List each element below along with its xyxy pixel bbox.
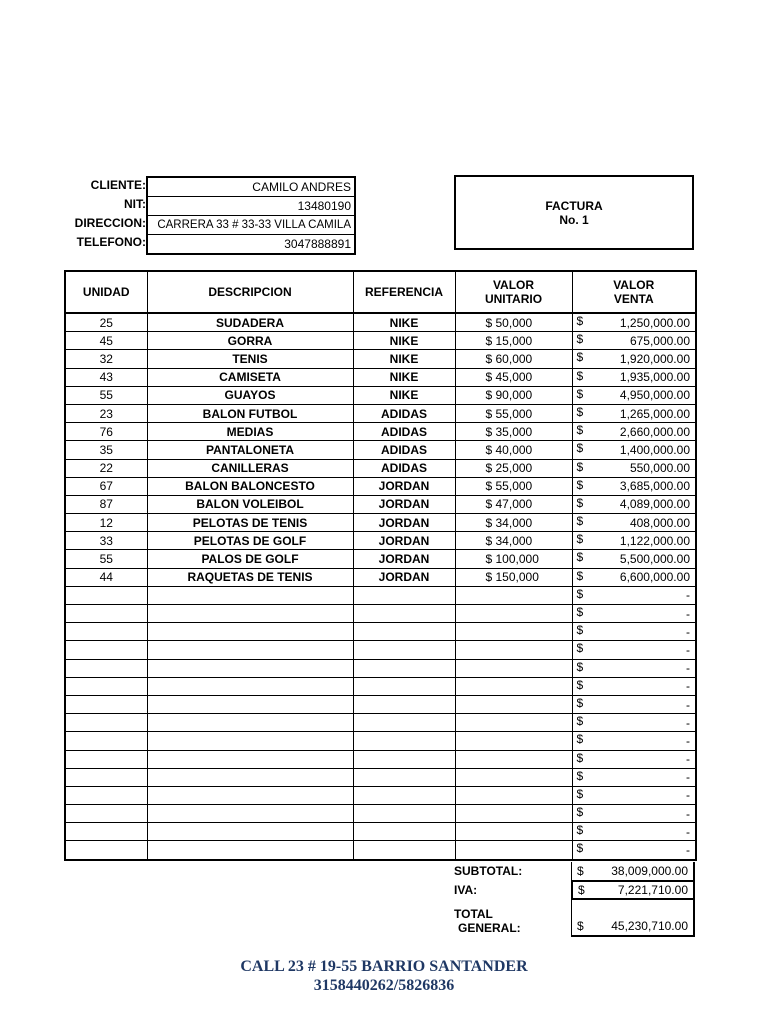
currency-sign: $ [576, 477, 584, 492]
invoice-box [454, 175, 694, 250]
valor-unitario-header [455, 271, 572, 313]
descripcion-cell[interactable]: PANTALONETA [147, 441, 353, 459]
valor-venta-cell[interactable] [572, 459, 696, 477]
valor-venta-cell[interactable] [572, 750, 696, 768]
currency-sign: $ [576, 332, 584, 347]
referencia-cell[interactable] [353, 641, 455, 659]
valor-venta-cell[interactable] [572, 841, 696, 860]
descripcion-header: DESCRIPCION [147, 271, 353, 313]
valor-unitario-cell[interactable]: $ 45,000 [455, 368, 572, 386]
valor-unitario-cell[interactable] [455, 841, 572, 860]
unidad-cell[interactable] [65, 714, 147, 732]
referencia-cell[interactable]: ADIDAS [353, 441, 455, 459]
unidad-header: UNIDAD [65, 271, 147, 313]
client-values [146, 176, 356, 255]
total-value: 45,230,710.00 [611, 919, 688, 933]
referencia-cell[interactable] [353, 805, 455, 823]
table-row [65, 368, 696, 386]
descripcion-cell[interactable]: GUAYOS [147, 386, 353, 404]
valor-unitario-cell[interactable]: $ 35,000 [455, 423, 572, 441]
currency-sign: $ [576, 459, 584, 474]
valor-venta-value: 408,000.00 [629, 515, 690, 530]
valor-unitario-cell[interactable]: $ 90,000 [455, 386, 572, 404]
subtotal-value-cell [571, 862, 695, 880]
cliente-label: CLIENTE: [90, 178, 146, 192]
unidad-cell[interactable]: 23 [65, 404, 147, 422]
currency-sign: $ [576, 823, 584, 838]
subtotal-label: SUBTOTAL: [454, 864, 523, 878]
referencia-cell[interactable]: NIKE [353, 313, 455, 332]
valor-venta-value: - [686, 642, 690, 657]
valor-venta-cell[interactable] [572, 550, 696, 568]
valor-venta-value: 5,500,000.00 [619, 552, 690, 567]
unidad-cell[interactable]: 76 [65, 423, 147, 441]
table-row [65, 768, 696, 786]
table-row [65, 605, 696, 623]
unidad-cell[interactable]: 32 [65, 350, 147, 368]
valor-venta-value: - [686, 661, 690, 676]
table-row [65, 477, 696, 495]
descripcion-cell[interactable] [147, 805, 353, 823]
currency-sign: $ [576, 786, 584, 801]
referencia-cell[interactable]: JORDAN [353, 477, 455, 495]
valor-venta-header-line2: VENTA [613, 292, 654, 306]
currency-sign: $ [576, 641, 584, 656]
descripcion-cell[interactable] [147, 841, 353, 860]
valor-unitario-cell[interactable]: $ 15,000 [455, 332, 572, 350]
valor-venta-value: 550,000.00 [629, 461, 690, 476]
valor-venta-value: - [686, 679, 690, 694]
table-row [65, 404, 696, 422]
descripcion-cell[interactable]: BALON VOLEIBOL [147, 495, 353, 513]
descripcion-cell[interactable] [147, 714, 353, 732]
descripcion-cell[interactable]: BALON BALONCESTO [147, 477, 353, 495]
valor-venta-cell[interactable] [572, 386, 696, 404]
valor-venta-cell[interactable] [572, 786, 696, 804]
table-row [65, 532, 696, 550]
unidad-cell[interactable] [65, 768, 147, 786]
invoice-title: FACTURA [545, 199, 603, 213]
unidad-cell[interactable]: 22 [65, 459, 147, 477]
referencia-cell[interactable]: JORDAN [353, 532, 455, 550]
currency-sign: $ [576, 659, 584, 674]
valor-unitario-cell[interactable]: $ 34,000 [455, 532, 572, 550]
table-row [65, 350, 696, 368]
currency-sign: $ [576, 841, 584, 856]
valor-venta-cell[interactable] [572, 404, 696, 422]
valor-venta-value: 2,660,000.00 [619, 424, 690, 439]
unidad-cell[interactable] [65, 823, 147, 841]
valor-venta-cell[interactable] [572, 350, 696, 368]
referencia-cell[interactable] [353, 750, 455, 768]
referencia-cell[interactable]: JORDAN [353, 514, 455, 532]
currency-sign: $ [576, 404, 584, 419]
valor-venta-cell[interactable] [572, 332, 696, 350]
descripcion-cell[interactable]: GORRA [147, 332, 353, 350]
telefono-value[interactable]: 3047888891 [284, 237, 351, 251]
referencia-cell[interactable] [353, 677, 455, 695]
valor-venta-cell[interactable] [572, 605, 696, 623]
valor-venta-cell[interactable] [572, 659, 696, 677]
valor-venta-value: - [686, 733, 690, 748]
valor-venta-cell[interactable] [572, 441, 696, 459]
valor-venta-value: 6,600,000.00 [619, 570, 690, 585]
valor-unitario-cell[interactable] [455, 677, 572, 695]
valor-unitario-cell[interactable]: $ 100,000 [455, 550, 572, 568]
table-row [65, 332, 696, 350]
referencia-header: REFERENCIA [353, 271, 455, 313]
invoice-number: No. 1 [559, 213, 589, 227]
referencia-cell[interactable] [353, 586, 455, 604]
valor-venta-cell[interactable] [572, 477, 696, 495]
valor-unitario-cell[interactable]: $ 55,000 [455, 404, 572, 422]
valor-unitario-cell[interactable] [455, 605, 572, 623]
valor-venta-cell[interactable] [572, 514, 696, 532]
total-label-line1: TOTAL [454, 907, 493, 921]
descripcion-cell[interactable] [147, 695, 353, 713]
descripcion-cell[interactable] [147, 786, 353, 804]
valor-unitario-cell[interactable]: $ 47,000 [455, 495, 572, 513]
valor-unitario-cell[interactable] [455, 714, 572, 732]
footer-phones: 3158440262/5826836 [313, 977, 455, 994]
referencia-cell[interactable] [353, 768, 455, 786]
currency-sign: $ [576, 495, 584, 510]
table-row [65, 441, 696, 459]
referencia-cell[interactable] [353, 695, 455, 713]
descripcion-cell[interactable] [147, 659, 353, 677]
valor-venta-header [572, 271, 696, 313]
unidad-cell[interactable]: 43 [65, 368, 147, 386]
items-table [64, 270, 697, 861]
valor-venta-cell[interactable] [572, 732, 696, 750]
unidad-cell[interactable] [65, 677, 147, 695]
valor-venta-value: - [686, 624, 690, 639]
table-row [65, 823, 696, 841]
valor-venta-header-line1: VALOR [613, 278, 655, 292]
unidad-cell[interactable]: 25 [65, 313, 147, 332]
valor-venta-value: - [686, 697, 690, 712]
currency-sign: $ [576, 314, 584, 328]
currency-sign: $ [576, 732, 584, 747]
valor-unitario-cell[interactable] [455, 750, 572, 768]
descripcion-cell[interactable]: SUDADERA [147, 313, 353, 332]
table-row [65, 786, 696, 804]
referencia-cell[interactable] [353, 732, 455, 750]
descripcion-cell[interactable] [147, 641, 353, 659]
currency-sign: $ [576, 568, 584, 583]
direccion-label: DIRECCION: [74, 216, 146, 230]
valor-venta-value: - [686, 715, 690, 730]
iva-value-cell [571, 880, 695, 900]
currency-sign: $ [576, 423, 584, 438]
descripcion-cell[interactable]: PELOTAS DE TENIS [147, 514, 353, 532]
valor-unitario-cell[interactable] [455, 805, 572, 823]
valor-unitario-cell[interactable] [455, 695, 572, 713]
table-row [65, 568, 696, 586]
referencia-cell[interactable]: ADIDAS [353, 404, 455, 422]
descripcion-cell[interactable]: BALON FUTBOL [147, 404, 353, 422]
referencia-cell[interactable]: ADIDAS [353, 459, 455, 477]
table-row [65, 495, 696, 513]
table-row [65, 841, 696, 860]
descripcion-cell[interactable]: PELOTAS DE GOLF [147, 532, 353, 550]
referencia-cell[interactable] [353, 714, 455, 732]
currency-sign: $ [576, 586, 584, 601]
table-row [65, 386, 696, 404]
valor-venta-cell[interactable] [572, 677, 696, 695]
valor-unitario-cell[interactable] [455, 768, 572, 786]
unidad-cell[interactable] [65, 750, 147, 768]
valor-venta-value: 1,265,000.00 [619, 406, 690, 421]
currency-sign: $ [576, 386, 584, 401]
valor-venta-cell[interactable] [572, 568, 696, 586]
unidad-cell[interactable] [65, 659, 147, 677]
referencia-cell[interactable]: NIKE [353, 350, 455, 368]
table-row [65, 677, 696, 695]
table-row [65, 732, 696, 750]
table-row [65, 514, 696, 532]
valor-venta-cell[interactable] [572, 823, 696, 841]
telefono-label: TELEFONO: [76, 235, 146, 249]
unidad-cell[interactable]: 45 [65, 332, 147, 350]
valor-venta-value: 1,250,000.00 [619, 315, 690, 330]
descripcion-cell[interactable]: MEDIAS [147, 423, 353, 441]
cliente-value[interactable]: CAMILO ANDRES [148, 178, 354, 197]
subtotal-value: 38,009,000.00 [611, 864, 688, 878]
unidad-cell[interactable] [65, 732, 147, 750]
referencia-cell[interactable]: NIKE [353, 332, 455, 350]
currency-sign: $ [576, 605, 584, 619]
descripcion-cell[interactable] [147, 605, 353, 623]
unidad-cell[interactable] [65, 786, 147, 804]
unidad-cell[interactable] [65, 586, 147, 604]
descripcion-cell[interactable] [147, 823, 353, 841]
direccion-value[interactable]: CARRERA 33 # 33-33 VILLA CAMILA [148, 216, 354, 235]
valor-unitario-header-line2: UNITARIO [484, 292, 543, 306]
total-label-line2: GENERAL: [458, 921, 521, 935]
currency-sign: $ [576, 677, 584, 692]
descripcion-cell[interactable] [147, 623, 353, 641]
valor-unitario-cell[interactable] [455, 823, 572, 841]
nit-label: NIT: [124, 197, 146, 211]
unidad-cell[interactable]: 55 [65, 386, 147, 404]
valor-unitario-cell[interactable] [455, 586, 572, 604]
valor-venta-value: - [686, 752, 690, 767]
valor-unitario-cell[interactable]: $ 60,000 [455, 350, 572, 368]
unidad-cell[interactable]: 87 [65, 495, 147, 513]
referencia-cell[interactable]: JORDAN [353, 568, 455, 586]
valor-venta-cell[interactable] [572, 313, 696, 332]
table-row [65, 550, 696, 568]
valor-venta-cell[interactable] [572, 423, 696, 441]
unidad-cell[interactable] [65, 695, 147, 713]
valor-unitario-cell[interactable] [455, 641, 572, 659]
table-row [65, 805, 696, 823]
referencia-cell[interactable] [353, 659, 455, 677]
valor-venta-cell[interactable] [572, 586, 696, 604]
valor-unitario-cell[interactable]: $ 34,000 [455, 514, 572, 532]
referencia-cell[interactable] [353, 823, 455, 841]
currency-sign: $ [576, 441, 584, 456]
table-row [65, 714, 696, 732]
table-header-row [65, 271, 696, 313]
table-row [65, 459, 696, 477]
valor-unitario-cell[interactable] [455, 659, 572, 677]
valor-unitario-cell[interactable]: $ 40,000 [455, 441, 572, 459]
unidad-cell[interactable]: 33 [65, 532, 147, 550]
valor-venta-value: 3,685,000.00 [619, 479, 690, 494]
currency-sign: $ [576, 768, 584, 783]
iva-label: IVA: [454, 883, 478, 897]
valor-venta-cell[interactable] [572, 695, 696, 713]
nit-value[interactable]: 13480190 [148, 197, 354, 216]
valor-venta-value: - [686, 770, 690, 785]
currency-sign: $ [576, 368, 584, 383]
referencia-cell[interactable] [353, 786, 455, 804]
referencia-cell[interactable] [353, 623, 455, 641]
descripcion-cell[interactable]: CANILLERAS [147, 459, 353, 477]
valor-venta-value: 1,122,000.00 [619, 533, 690, 548]
valor-venta-value: 4,950,000.00 [619, 388, 690, 403]
descripcion-cell[interactable]: RAQUETAS DE TENIS [147, 568, 353, 586]
currency-sign: $ [576, 714, 584, 729]
valor-unitario-cell[interactable]: $ 55,000 [455, 477, 572, 495]
descripcion-cell[interactable] [147, 750, 353, 768]
valor-venta-cell[interactable] [572, 532, 696, 550]
currency-sign: $ [576, 623, 584, 638]
valor-venta-cell[interactable] [572, 641, 696, 659]
valor-venta-cell[interactable] [572, 714, 696, 732]
valor-unitario-cell[interactable]: $ 50,000 [455, 313, 572, 332]
valor-unitario-cell[interactable] [455, 623, 572, 641]
descripcion-cell[interactable] [147, 677, 353, 695]
table-row [65, 623, 696, 641]
unidad-cell[interactable]: 55 [65, 550, 147, 568]
table-body [65, 313, 696, 860]
descripcion-cell[interactable] [147, 732, 353, 750]
currency-sign: $ [576, 695, 584, 710]
unidad-cell[interactable]: 12 [65, 514, 147, 532]
currency-sign: $ [576, 532, 584, 547]
valor-unitario-cell[interactable]: $ 150,000 [455, 568, 572, 586]
referencia-cell[interactable] [353, 605, 455, 623]
currency-sign: $ [576, 750, 584, 765]
valor-venta-cell[interactable] [572, 368, 696, 386]
unidad-cell[interactable]: 44 [65, 568, 147, 586]
valor-venta-value: 1,920,000.00 [619, 351, 690, 366]
valor-venta-cell[interactable] [572, 495, 696, 513]
valor-venta-value: - [686, 843, 690, 858]
table-row [65, 313, 696, 332]
table-row [65, 423, 696, 441]
client-labels [70, 176, 146, 252]
valor-venta-value: 1,935,000.00 [619, 370, 690, 385]
iva-value: 7,221,710.00 [617, 883, 688, 897]
referencia-cell[interactable]: JORDAN [353, 495, 455, 513]
footer-address: CALL 23 # 19-55 BARRIO SANTANDER [240, 958, 528, 975]
descripcion-cell[interactable]: TENIS [147, 350, 353, 368]
unidad-cell[interactable] [65, 605, 147, 623]
unidad-cell[interactable]: 35 [65, 441, 147, 459]
referencia-cell[interactable]: ADIDAS [353, 423, 455, 441]
unidad-cell[interactable] [65, 641, 147, 659]
table-row [65, 750, 696, 768]
currency-sign: $ [576, 350, 584, 365]
table-row [65, 695, 696, 713]
table-row [65, 659, 696, 677]
total-value-cell [571, 900, 695, 937]
valor-unitario-cell[interactable] [455, 786, 572, 804]
table-row [65, 641, 696, 659]
unidad-cell[interactable]: 67 [65, 477, 147, 495]
valor-venta-value: - [686, 606, 690, 621]
referencia-cell[interactable]: NIKE [353, 386, 455, 404]
currency-sign: $ [576, 805, 584, 820]
referencia-cell[interactable]: JORDAN [353, 550, 455, 568]
currency-sign: $ [577, 864, 584, 878]
valor-unitario-cell[interactable]: $ 25,000 [455, 459, 572, 477]
descripcion-cell[interactable]: PALOS DE GOLF [147, 550, 353, 568]
currency-sign: $ [576, 514, 584, 529]
valor-unitario-cell[interactable] [455, 732, 572, 750]
valor-venta-value: - [686, 806, 690, 821]
valor-unitario-header-line1: VALOR [492, 278, 535, 292]
valor-venta-value: 4,089,000.00 [619, 497, 690, 512]
referencia-cell[interactable] [353, 841, 455, 860]
currency-sign: $ [578, 883, 585, 897]
valor-venta-value: 675,000.00 [629, 333, 690, 348]
descripcion-cell[interactable]: CAMISETA [147, 368, 353, 386]
descripcion-cell[interactable] [147, 586, 353, 604]
currency-sign: $ [576, 550, 584, 565]
valor-venta-cell[interactable] [572, 805, 696, 823]
table-row [65, 586, 696, 604]
unidad-cell[interactable] [65, 841, 147, 860]
valor-venta-cell[interactable] [572, 768, 696, 786]
total-label [454, 907, 521, 935]
valor-venta-value: 1,400,000.00 [619, 442, 690, 457]
unidad-cell[interactable] [65, 623, 147, 641]
valor-venta-value: - [686, 788, 690, 803]
referencia-cell[interactable]: NIKE [353, 368, 455, 386]
valor-venta-value: - [686, 588, 690, 603]
valor-venta-cell[interactable] [572, 623, 696, 641]
valor-venta-value: - [686, 824, 690, 839]
descripcion-cell[interactable] [147, 768, 353, 786]
unidad-cell[interactable] [65, 805, 147, 823]
currency-sign: $ [577, 919, 584, 933]
